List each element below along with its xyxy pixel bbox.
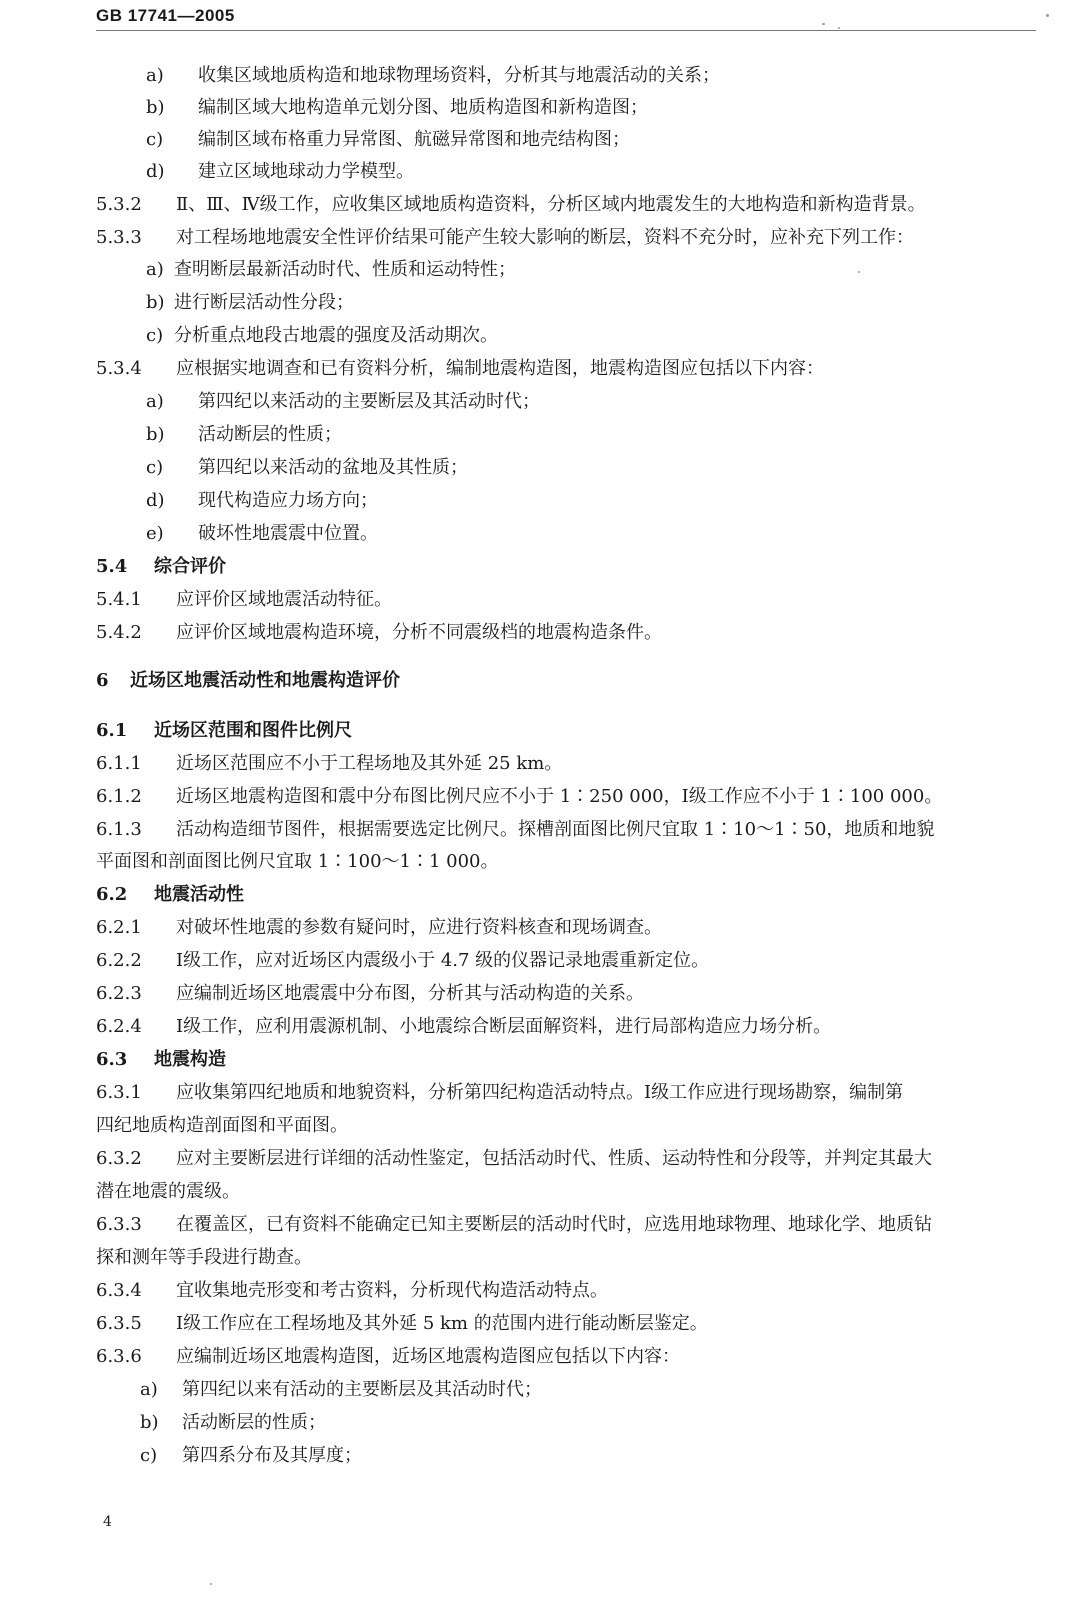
list-item xyxy=(146,487,1076,515)
clause-number: 6.1.1 xyxy=(96,753,142,774)
clause-text: 应评价区域地震构造环境，分析不同震级档的地震构造条件。 xyxy=(176,622,662,643)
clause xyxy=(96,980,1081,1008)
item-text: 活动断层的性质； xyxy=(198,424,342,445)
clause-number: 6.2.2 xyxy=(96,950,142,971)
chapter-heading xyxy=(96,667,1081,695)
clause xyxy=(96,750,1081,778)
list-item xyxy=(140,1442,1076,1470)
item-number: d) xyxy=(146,161,165,182)
clause-text: 应对主要断层进行详细的活动性鉴定，包括活动时代、性质、运动特性和分段等，并判定其最大 xyxy=(176,1148,932,1169)
item-number: b) xyxy=(146,292,165,313)
chapter-title: 近场区地震活动性和地震构造评价 xyxy=(130,670,400,691)
section-number: 6.2 xyxy=(96,884,128,905)
section-number: 5.4 xyxy=(96,556,128,577)
clause xyxy=(96,1277,1081,1305)
clause-number: 5.3.2 xyxy=(96,194,142,215)
page-number: 4 xyxy=(103,1514,112,1530)
document-code-header: GB 17741—2005 xyxy=(96,6,235,25)
list-item xyxy=(146,322,1076,350)
list-item xyxy=(140,1376,1076,1404)
section-heading xyxy=(96,553,1081,581)
scan-speck xyxy=(822,23,825,25)
chapter-number: 6 xyxy=(96,670,109,691)
clause-number: 6.3.3 xyxy=(96,1214,142,1235)
clause xyxy=(96,1343,1081,1371)
list-item xyxy=(146,421,1076,449)
clause-text: 活动构造细节图件，根据需要选定比例尺。探槽剖面图比例尺宜取 1∶10～1∶50，地质和地貌 xyxy=(176,819,935,840)
clause-text: 应根据实地调查和已有资料分析，编制地震构造图，地震构造图应包括以下内容： xyxy=(176,358,824,379)
item-text: 破坏性地震震中位置。 xyxy=(198,523,378,544)
clause xyxy=(96,914,1081,942)
clause-number: 6.3.6 xyxy=(96,1346,142,1367)
item-number: b) xyxy=(146,424,165,445)
clause xyxy=(96,224,1081,252)
clause-number: 6.2.4 xyxy=(96,1016,142,1037)
clause xyxy=(96,1310,1081,1338)
scan-speck xyxy=(858,271,860,273)
clause xyxy=(96,947,1081,975)
clause-text: 宜收集地壳形变和考古资料，分析现代构造活动特点。 xyxy=(176,1280,608,1301)
item-text: 建立区域地球动力学模型。 xyxy=(198,161,414,182)
clause xyxy=(96,783,1081,811)
clause-text: 对破坏性地震的参数有疑问时，应进行资料核查和现场调查。 xyxy=(176,917,662,938)
clause-text: 四纪地质构造剖面图和平面图。 xyxy=(96,1115,348,1136)
item-text: 第四系分布及其厚度； xyxy=(182,1445,362,1466)
list-item xyxy=(146,94,1076,122)
item-number: e) xyxy=(146,523,164,544)
clause-text: Ⅱ、Ⅲ、Ⅳ级工作，应收集区域地质构造资料，分析区域内地震发生的大地构造和新构造背景。 xyxy=(176,194,926,215)
item-number: c) xyxy=(146,457,164,478)
item-text: 查明断层最新活动时代、性质和运动特性； xyxy=(174,259,516,280)
section-title: 近场区范围和图件比例尺 xyxy=(154,720,352,741)
clause-text: 近场区地震构造图和震中分布图比例尺应不小于 1∶250 000，Ⅰ级工作应不小于 1∶100 000。 xyxy=(176,786,943,807)
clause xyxy=(96,619,1081,647)
item-text: 第四纪以来有活动的主要断层及其活动时代； xyxy=(182,1379,542,1400)
section-title: 地震构造 xyxy=(154,1049,226,1070)
clause xyxy=(96,355,1081,383)
clause-number: 6.3.5 xyxy=(96,1313,142,1334)
clause-continuation xyxy=(96,1178,1081,1206)
clause-text: Ⅰ级工作，应对近场区内震级小于 4.7 级的仪器记录地震重新定位。 xyxy=(176,950,710,971)
clause xyxy=(96,1013,1081,1041)
clause-continuation xyxy=(96,848,1081,876)
item-number: b) xyxy=(140,1412,159,1433)
clause-number: 6.2.1 xyxy=(96,917,142,938)
section-title: 综合评价 xyxy=(154,556,226,577)
clause xyxy=(96,1079,1081,1107)
list-item xyxy=(146,256,1076,284)
clause-number: 6.2.3 xyxy=(96,983,142,1004)
clause-text: 在覆盖区，已有资料不能确定已知主要断层的活动时代时，应选用地球物理、地球化学、地质钻 xyxy=(176,1214,932,1235)
item-number: b) xyxy=(146,97,165,118)
section-heading xyxy=(96,717,1081,745)
clause xyxy=(96,816,1081,844)
list-item xyxy=(146,126,1076,154)
clause-text: 应收集第四纪地质和地貌资料，分析第四纪构造活动特点。Ⅰ级工作应进行现场勘察，编制第 xyxy=(176,1082,904,1103)
scan-speck xyxy=(1046,14,1049,17)
section-number: 6.1 xyxy=(96,720,128,741)
section-title: 地震活动性 xyxy=(154,884,244,905)
list-item xyxy=(146,388,1076,416)
scan-speck xyxy=(838,27,840,29)
clause xyxy=(96,586,1081,614)
item-text: 第四纪以来活动的盆地及其性质； xyxy=(198,457,468,478)
clause-text: 潜在地震的震级。 xyxy=(96,1181,240,1202)
list-item xyxy=(140,1409,1076,1437)
item-text: 进行断层活动性分段； xyxy=(174,292,354,313)
item-number: a) xyxy=(146,391,164,412)
clause xyxy=(96,191,1081,219)
clause xyxy=(96,1145,1081,1173)
clause-text: 应评价区域地震活动特征。 xyxy=(176,589,392,610)
clause-number: 5.4.2 xyxy=(96,622,142,643)
clause-number: 6.1.3 xyxy=(96,819,142,840)
section-heading xyxy=(96,1046,1081,1074)
item-number: a) xyxy=(146,65,164,86)
clause-text: 对工程场地地震安全性评价结果可能产生较大影响的断层，资料不充分时，应补充下列工作： xyxy=(176,227,914,248)
clause-number: 5.3.3 xyxy=(96,227,142,248)
item-text: 活动断层的性质； xyxy=(182,1412,326,1433)
clause xyxy=(96,1211,1081,1239)
list-item xyxy=(146,158,1076,186)
clause-text: 应编制近场区地震震中分布图，分析其与活动构造的关系。 xyxy=(176,983,644,1004)
item-text: 编制区域布格重力异常图、航磁异常图和地壳结构图； xyxy=(198,129,630,150)
clause-number: 6.3.2 xyxy=(96,1148,142,1169)
scan-speck xyxy=(210,1583,212,1585)
clause-text: Ⅰ级工作，应利用震源机制、小地震综合断层面解资料，进行局部构造应力场分析。 xyxy=(176,1016,832,1037)
clause-number: 6.3.4 xyxy=(96,1280,142,1301)
item-number: c) xyxy=(140,1445,158,1466)
clause-text: 平面图和剖面图比例尺宜取 1∶100～1∶1 000。 xyxy=(96,851,499,872)
clause-number: 6.3.1 xyxy=(96,1082,142,1103)
clause-text: 应编制近场区地震构造图，近场区地震构造图应包括以下内容： xyxy=(176,1346,680,1367)
clause-number: 5.3.4 xyxy=(96,358,142,379)
clause-continuation xyxy=(96,1112,1081,1140)
item-number: a) xyxy=(140,1379,158,1400)
item-number: c) xyxy=(146,129,164,150)
clause-text: 探和测年等手段进行勘查。 xyxy=(96,1247,312,1268)
item-text: 分析重点地段古地震的强度及活动期次。 xyxy=(174,325,498,346)
item-text: 收集区域地质构造和地球物理场资料，分析其与地震活动的关系； xyxy=(198,65,720,86)
section-heading xyxy=(96,881,1081,909)
item-number: d) xyxy=(146,490,165,511)
list-item xyxy=(146,520,1076,548)
section-number: 6.3 xyxy=(96,1049,128,1070)
item-text: 现代构造应力场方向； xyxy=(198,490,378,511)
list-item xyxy=(146,454,1076,482)
item-number: c) xyxy=(146,325,164,346)
clause-text: 近场区范围应不小于工程场地及其外延 25 km。 xyxy=(176,753,563,774)
item-text: 第四纪以来活动的主要断层及其活动时代； xyxy=(198,391,540,412)
list-item xyxy=(146,62,1076,90)
item-number: a) xyxy=(146,259,164,280)
clause-continuation xyxy=(96,1244,1081,1272)
clause-number: 5.4.1 xyxy=(96,589,142,610)
list-item xyxy=(146,289,1076,317)
item-text: 编制区域大地构造单元划分图、地质构造图和新构造图； xyxy=(198,97,648,118)
clause-number: 6.1.2 xyxy=(96,786,142,807)
clause-text: Ⅰ级工作应在工程场地及其外延 5 km 的范围内进行能动断层鉴定。 xyxy=(176,1313,708,1334)
